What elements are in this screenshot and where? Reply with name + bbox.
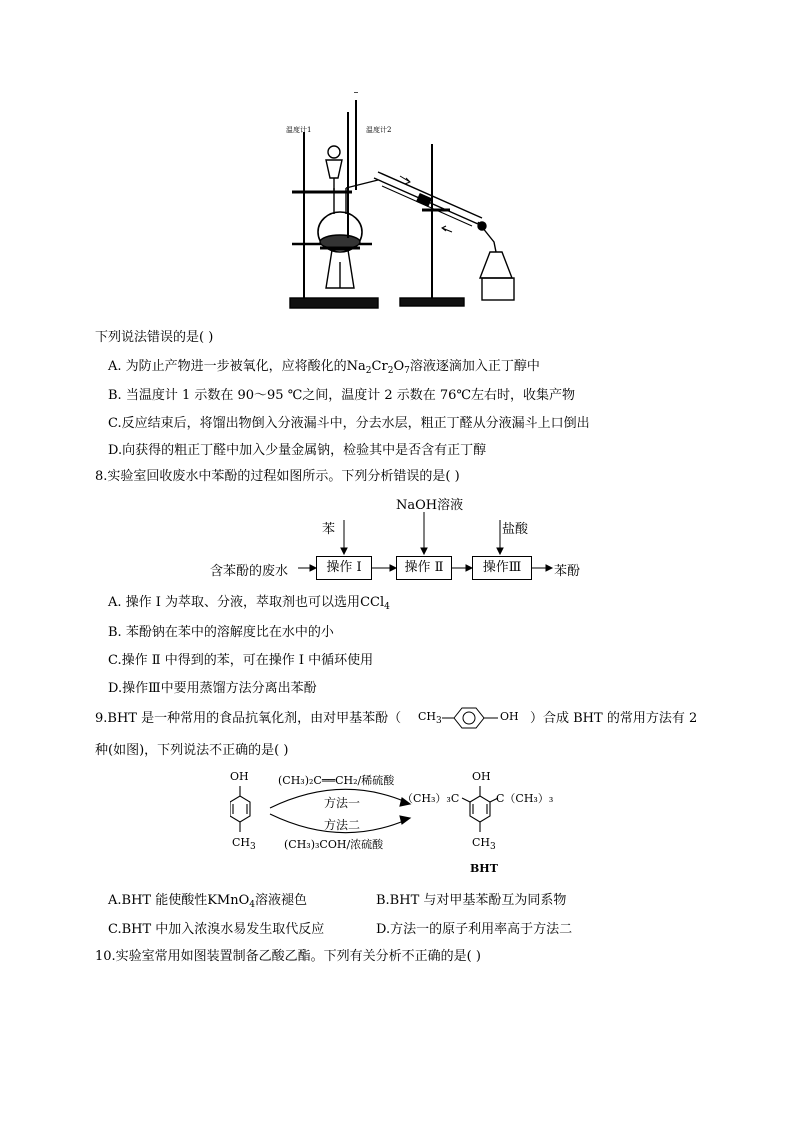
scheme-ch3-left xyxy=(232,836,256,852)
inline-ch3 xyxy=(418,710,442,726)
q10-stem: 10.实验室常用如图装置制备乙酸乙酯。下列有关分析不正确的是( ) xyxy=(95,949,481,964)
q7-stem: 下列说法错误的是( ) xyxy=(95,330,214,345)
q7-formula-cr: Cr xyxy=(371,359,388,374)
q8-option-b: B. 苯酚钠在苯中的溶解度比在水中的小 xyxy=(108,625,334,640)
flow-op3-box: 操作Ⅲ xyxy=(472,556,532,580)
scheme-right-group: C（CH₃）₃ xyxy=(496,792,554,805)
q9-option-a xyxy=(108,892,307,914)
q9-option-c: C.BHT 中加入浓溴水易发生取代反应 xyxy=(108,922,325,937)
q7-formula-na: Na xyxy=(346,359,366,374)
q9-stem-line2: 种(如图)，下列说法不正确的是( ) xyxy=(95,743,289,758)
q9-stem-line1 xyxy=(95,710,401,728)
scheme-oh-right: OH xyxy=(472,770,491,783)
q9-reaction-scheme xyxy=(230,766,590,886)
scheme-reagent-top: (CH₃)₂C══CH₂/稀硫酸 xyxy=(278,774,395,787)
q8-stem: 8.实验室回收废水中苯酚的过程如图所示。下列分析错误的是( ) xyxy=(95,469,460,484)
scheme-ch3-right-sub: 3 xyxy=(490,842,496,852)
scheme-ch3-left-sub: 3 xyxy=(250,842,256,852)
q9-option-a-text: A.BHT 能使酸性 xyxy=(108,893,208,908)
scheme-reagent-bottom: (CH₃)₃COH/浓硫酸 xyxy=(284,838,384,851)
flow-op1-box: 操作 Ⅰ xyxy=(316,556,372,580)
flow-reagent-naoh: NaOH溶液 xyxy=(396,498,464,513)
q9-formula-kmno: KMnO xyxy=(207,893,250,908)
scheme-oh-left: OH xyxy=(230,770,249,783)
inline-oh: OH xyxy=(500,710,519,723)
q8-option-c: C.操作 Ⅱ 中得到的苯，可在操作 Ⅰ 中循环使用 xyxy=(108,653,374,668)
flow-reagent-benzene: 苯 xyxy=(322,522,336,537)
q7-formula-sub3: 7 xyxy=(404,366,410,376)
flow-end-label: 苯酚 xyxy=(554,564,581,579)
q9-option-b: B.BHT 与对甲基苯酚互为同系物 xyxy=(376,893,567,908)
inline-ch3-text: CH xyxy=(418,710,437,723)
q7-formula-o: O xyxy=(393,359,405,374)
q8-option-d: D.操作Ⅲ中要用蒸馏方法分离出苯酚 xyxy=(108,681,317,696)
distillation-apparatus-figure xyxy=(282,92,522,316)
q9-formula-sub: 4 xyxy=(249,900,256,910)
q8-option-a xyxy=(108,594,390,616)
q7-option-c: C.反应结束后，将馏出物倒入分液漏斗中，分去水层，粗正丁醛从分液漏斗上口倒出 xyxy=(108,416,590,431)
inline-benzene-ring xyxy=(442,704,502,732)
flow-start-label: 含苯酚的废水 xyxy=(210,564,289,579)
scheme-method2: 方法二 xyxy=(324,818,361,832)
q7-formula-sub1: 2 xyxy=(365,366,372,376)
thermometer1-label: 温度计1 xyxy=(286,126,312,134)
scheme-ch3-right-text: CH xyxy=(472,836,491,849)
q7-formula-sub2: 2 xyxy=(387,366,394,376)
q9-stem-post: ）合成 BHT 的常用方法有 2 xyxy=(530,711,698,726)
scheme-ch3-right xyxy=(472,836,496,852)
q9-option-a-post: 溶液褪色 xyxy=(255,893,308,908)
flow-reagent-hcl: 盐酸 xyxy=(502,522,529,537)
q7-option-a-text: A. 为防止产物进一步被氧化，应将酸化的 xyxy=(108,359,347,374)
scheme-ch3-left-text: CH xyxy=(232,836,251,849)
q9-stem-pre: 9.BHT 是一种常用的食品抗氧化剂，由对甲基苯酚（ xyxy=(95,711,402,726)
flow-op2-box: 操作 Ⅱ xyxy=(396,556,452,580)
q9-inline-structure xyxy=(418,704,524,732)
q9-option-d: D.方法一的原子利用率高于方法二 xyxy=(376,922,573,937)
q7-option-a xyxy=(108,358,540,380)
q7-option-a-post: 溶液逐滴加入正丁醇中 xyxy=(409,359,540,374)
thermometer2-label: 温度计2 xyxy=(366,126,392,134)
q8-formula-ccl: CCl xyxy=(360,595,385,610)
q8-flowchart xyxy=(210,492,610,582)
scheme-left-group: （CH₃）₃C xyxy=(402,792,460,805)
q7-option-d: D.向获得的粗正丁醛中加入少量金属钠，检验其中是否含有正丁醇 xyxy=(108,443,487,458)
scheme-product-label: BHT xyxy=(470,862,498,875)
q8-option-a-text: A. 操作 Ⅰ 为萃取、分液，萃取剂也可以选用 xyxy=(108,595,361,610)
scheme-method1: 方法一 xyxy=(324,796,361,810)
q7-option-b: B. 当温度计 1 示数在 90～95 ℃之间，温度计 2 示数在 76℃左右时，收集产物 xyxy=(108,388,575,403)
inline-ch3-sub: 3 xyxy=(436,716,442,726)
q8-formula-sub: 4 xyxy=(384,602,390,612)
